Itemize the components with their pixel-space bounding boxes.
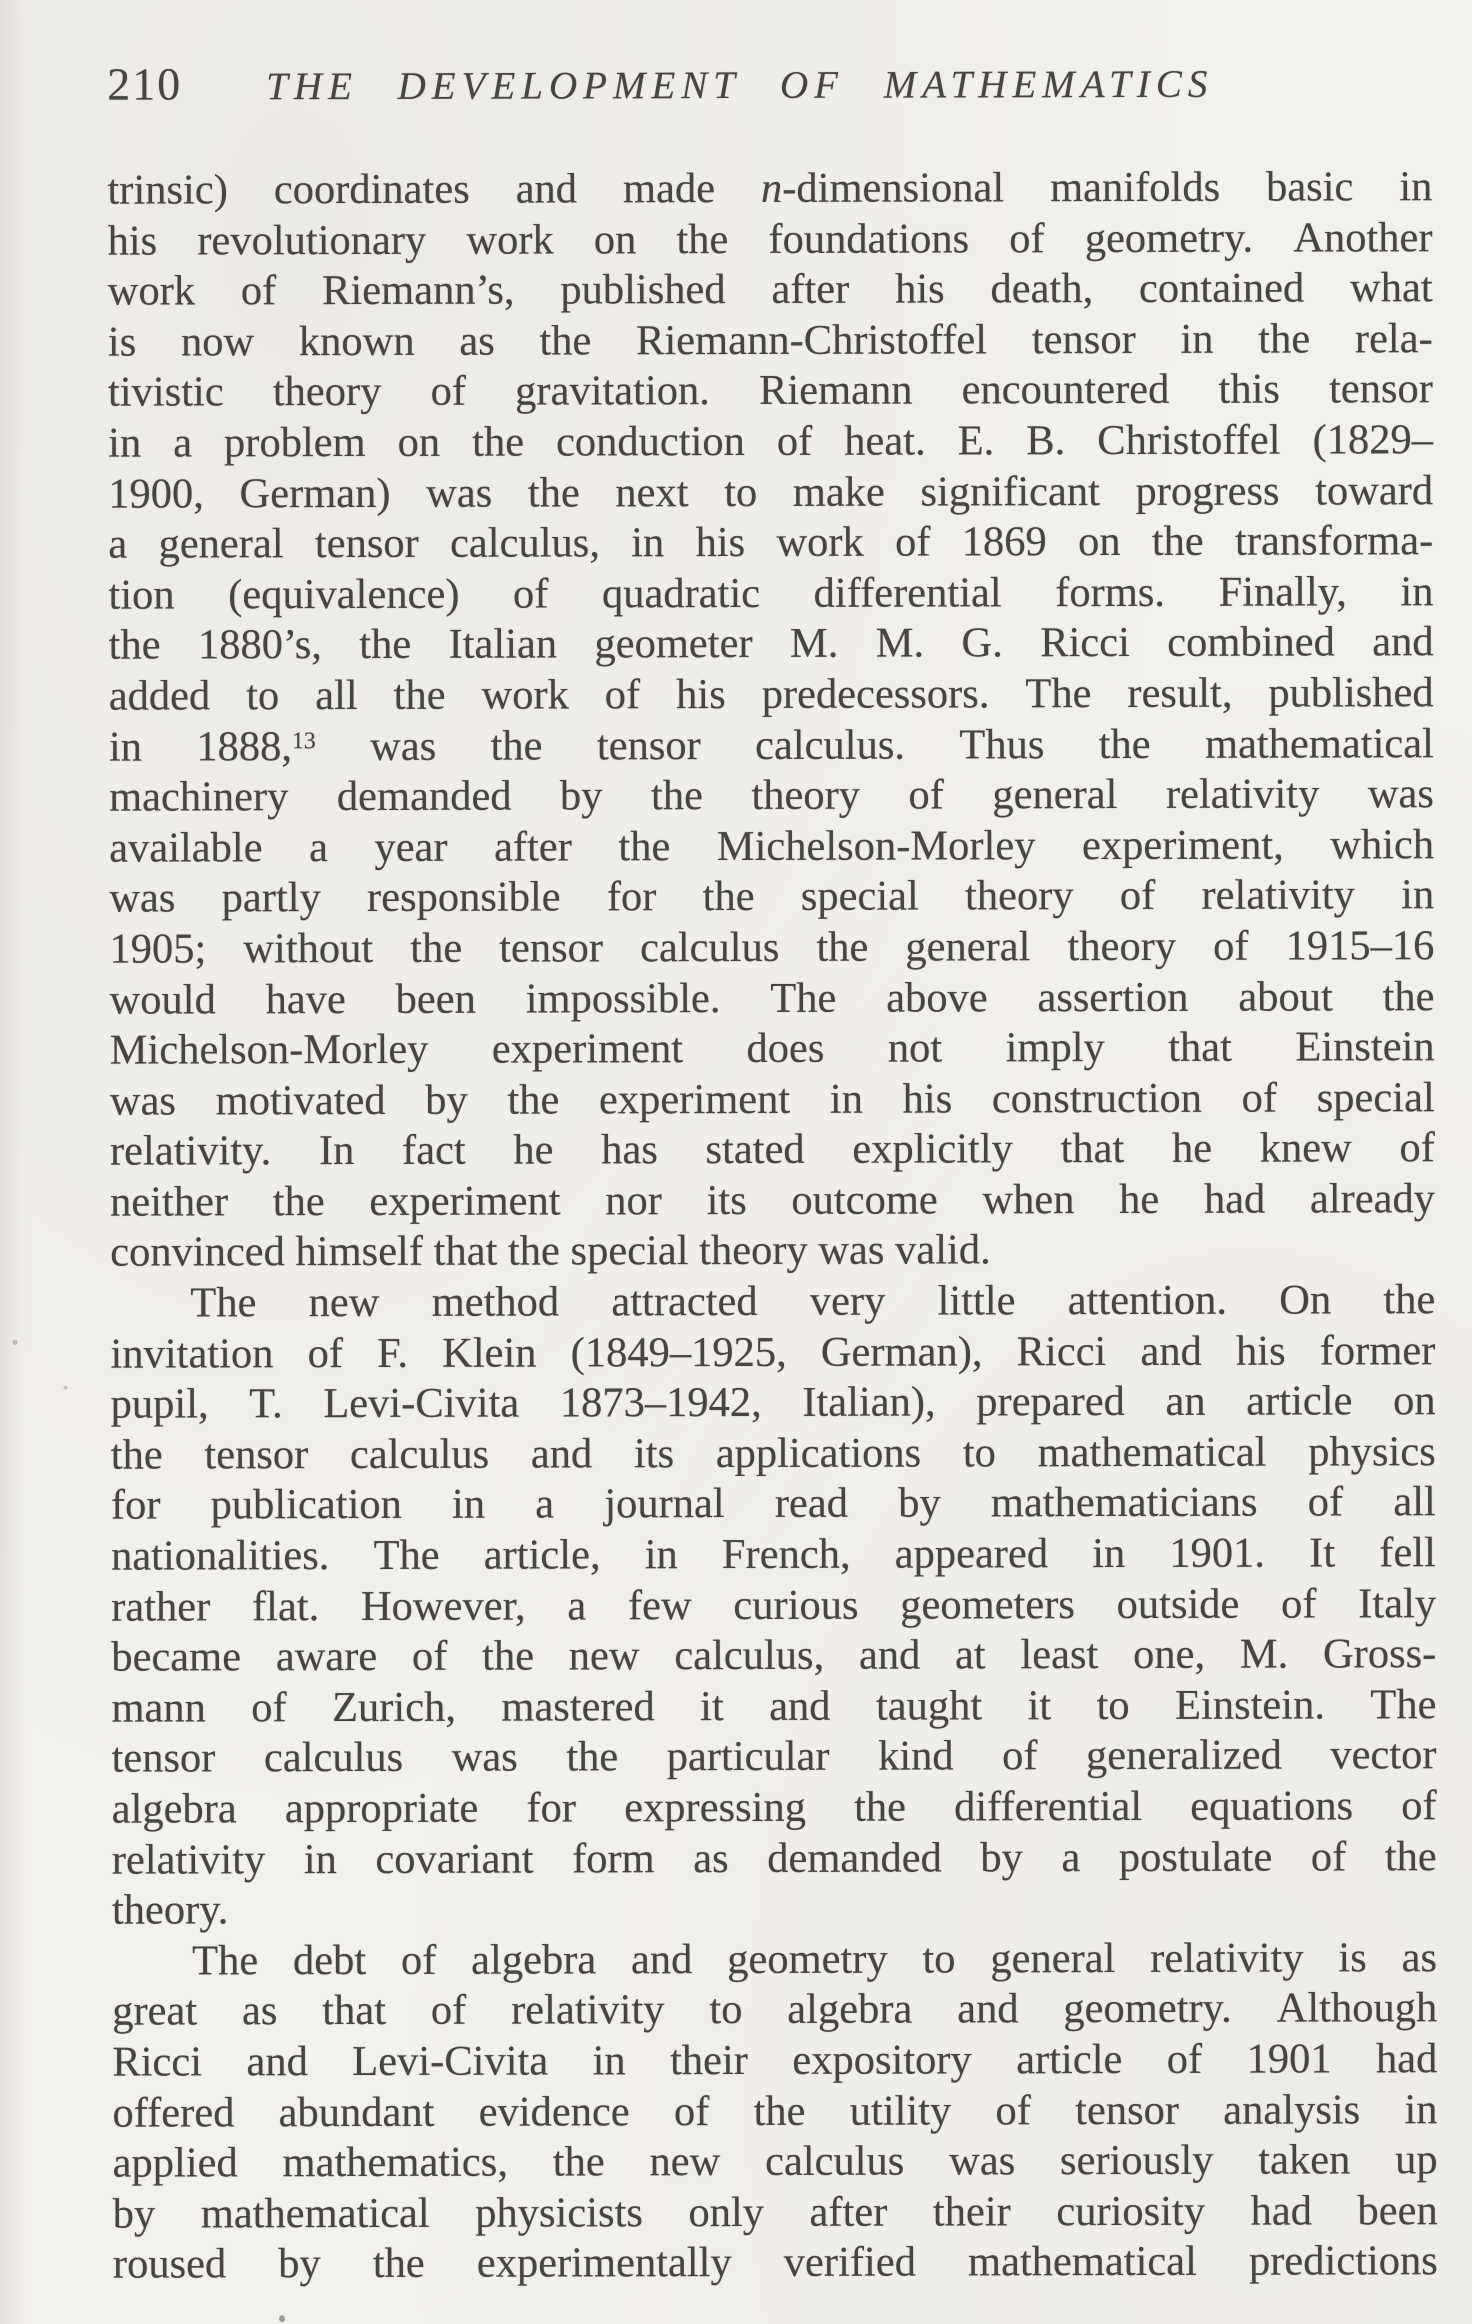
text-line: was motivated by the experiment in his construction of special [109, 1073, 1435, 1125]
text-line: mann of Zurich, mastered it and taught it to Einstein. The [111, 1680, 1437, 1732]
page-number: 210 [107, 58, 183, 110]
text-line: by mathematical physicists only after their curiosity had been [112, 2186, 1438, 2238]
text-line: 1905; without the tensor calculus the general theory of 1915–16 [109, 922, 1435, 973]
text-line: theory. [111, 1886, 229, 1934]
text-line: the 1880’s, the Italian geometer M. M. G. Ricci combined and [108, 618, 1434, 669]
scan-speck [12, 1340, 17, 1345]
text-line: great as that of relativity to algebra and geometry. Although [112, 1984, 1438, 2036]
text-line: would have been impossible. The above assertion about the [109, 972, 1435, 1024]
text-line: was partly responsible for the special theory of relativity in [109, 871, 1435, 922]
text-line: tivistic theory of gravitation. Riemann encountered this tensor [107, 365, 1433, 417]
text-line: neither the experiment nor its outcome when he had already [110, 1175, 1436, 1226]
text-line: invitation of F. Klein (1849–1925, German), Ricci and his former [110, 1326, 1436, 1378]
text-line: trinsic) coordinates and made n-dimensional manifolds basic in [107, 163, 1433, 214]
text-line: 1900, German) was the next to make significant progress toward [108, 466, 1434, 518]
body-text [107, 162, 1438, 2290]
text-line: his revolutionary work on the foundations of geometry. Another [107, 213, 1433, 265]
text-line: tensor calculus was the particular kind of generalized vector [111, 1731, 1437, 1783]
text-line: became aware of the new calculus, and at least one, M. Gross- [111, 1630, 1437, 1681]
running-title: THE DEVELOPMENT OF MATHEMATICS [266, 62, 1214, 109]
text-line: work of Riemann’s, published after his death, contained what [107, 264, 1433, 315]
scan-speck [64, 1386, 68, 1390]
text-line: algebra appropriate for expressing the differential equations of [111, 1782, 1437, 1833]
text-line: in a problem on the conduction of heat. E. B. Christoffel (1829– [108, 416, 1434, 467]
text-line: for publication in a journal read by mathematicians of all [110, 1478, 1436, 1530]
text-line: roused by the experimentally verified mathematical predictions [112, 2237, 1438, 2288]
text-line: The new method attracted very little attention. On the [190, 1276, 1436, 1327]
text-line: a general tensor calculus, in his work of 1869 on the transforma- [108, 517, 1434, 568]
text-line: rather flat. However, a few curious geometers outside of Italy [111, 1579, 1437, 1631]
text-line: added to all the work of his predecessors. The result, published [108, 669, 1434, 720]
text-line: applied mathematics, the new calculus was seriously taken up [112, 2136, 1438, 2187]
text-line: convinced himself that the special theory was valid. [110, 1226, 991, 1277]
text-line: relativity in covariant form as demanded by a postulate of the [111, 1832, 1437, 1884]
text-line: The debt of algebra and geometry to general relativity is as [192, 1933, 1438, 1985]
text-line: machinery demanded by the theory of general relativity was [108, 770, 1434, 821]
text-line: nationalities. The article, in French, appeared in 1901. It fell [110, 1529, 1436, 1580]
text-line: in 1888,13 was the tensor calculus. Thus the mathematical [108, 719, 1434, 771]
text-line: Michelson-Morley experiment does not imply that Einstein [109, 1023, 1435, 1074]
text-line: the tensor calculus and its applications to mathematical physics [110, 1428, 1436, 1479]
scan-speck [279, 2315, 285, 2322]
text-line: is now known as the Riemann-Christoffel tensor in the rela- [107, 314, 1433, 366]
text-line: Ricci and Levi-Civita in their expository article of 1901 had [112, 2035, 1438, 2086]
text-line: tion (equivalence) of quadratic differential forms. Finally, in [108, 567, 1434, 619]
text-line: pupil, T. Levi-Civita 1873–1942, Italian), prepared an article on [110, 1377, 1436, 1428]
text-line: available a year after the Michelson-Morley experiment, which [109, 820, 1435, 872]
page-header [107, 55, 1213, 111]
text-line: relativity. In fact he has stated explicitly that he knew of [109, 1124, 1435, 1175]
text-line: offered abundant evidence of the utility of tensor analysis in [112, 2085, 1438, 2137]
